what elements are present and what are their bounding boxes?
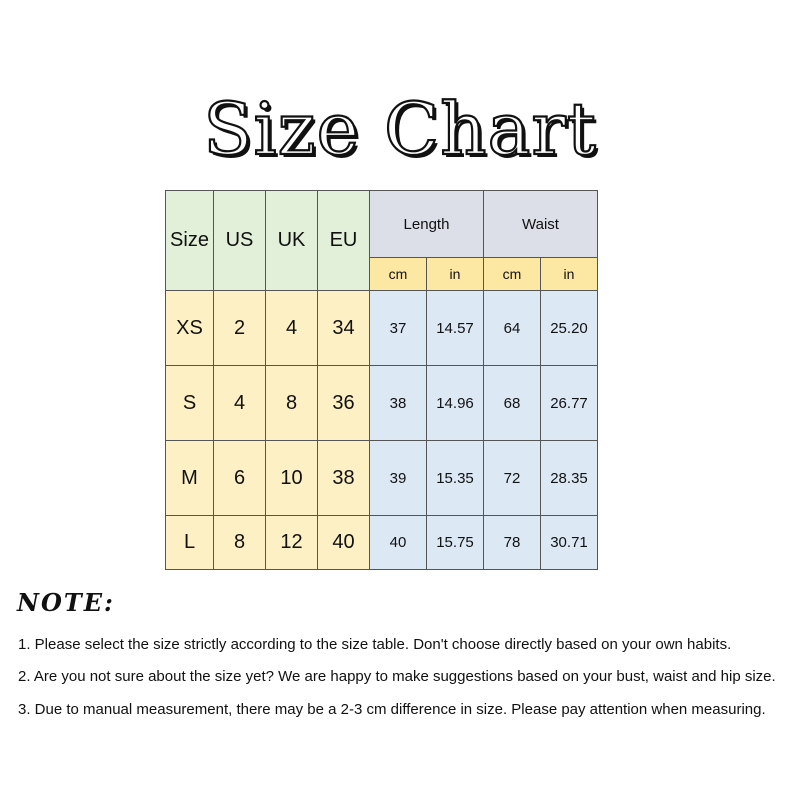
- table-row: [166, 366, 598, 441]
- cell-length-cm: 37: [370, 291, 427, 366]
- cell-eu: 40: [318, 516, 370, 570]
- page-title: Size Chart: [203, 87, 597, 171]
- cell-waist-cm: 68: [484, 366, 541, 441]
- cell-waist-cm: 64: [484, 291, 541, 366]
- note-line-2: 2. Are you not sure about the size yet? We are happy to make suggestions based on your bust, waist and hip size.: [18, 668, 776, 685]
- cell-uk: 4: [266, 291, 318, 366]
- cell-size: S: [166, 366, 214, 441]
- cell-uk: 8: [266, 366, 318, 441]
- cell-length-in: 14.96: [427, 366, 484, 441]
- cell-length-in: 15.35: [427, 441, 484, 516]
- header-length: Length: [370, 191, 484, 258]
- header-waist-cm: cm: [484, 258, 541, 291]
- size-table: [165, 190, 598, 570]
- cell-length-in: 14.57: [427, 291, 484, 366]
- header-uk: UK: [266, 191, 318, 291]
- note-line-3: 3. Due to manual measurement, there may be a 2-3 cm difference in size. Please pay attention when measuring.: [18, 701, 766, 718]
- header-waist-in: in: [541, 258, 598, 291]
- header-length-cm: cm: [370, 258, 427, 291]
- cell-length-cm: 40: [370, 516, 427, 570]
- table-row: [166, 291, 598, 366]
- cell-size: M: [166, 441, 214, 516]
- cell-eu: 36: [318, 366, 370, 441]
- cell-uk: 12: [266, 516, 318, 570]
- cell-uk: 10: [266, 441, 318, 516]
- cell-us: 6: [214, 441, 266, 516]
- header-length-in: in: [427, 258, 484, 291]
- cell-length-in: 15.75: [427, 516, 484, 570]
- cell-us: 4: [214, 366, 266, 441]
- cell-waist-in: 25.20: [541, 291, 598, 366]
- cell-length-cm: 39: [370, 441, 427, 516]
- header-us: US: [214, 191, 266, 291]
- cell-waist-in: 26.77: [541, 366, 598, 441]
- cell-waist-cm: 72: [484, 441, 541, 516]
- cell-size: XS: [166, 291, 214, 366]
- note-title: NOTE:: [17, 588, 115, 617]
- header-size: Size: [166, 191, 214, 291]
- cell-waist-cm: 78: [484, 516, 541, 570]
- cell-eu: 34: [318, 291, 370, 366]
- table-row: [166, 516, 598, 570]
- cell-length-cm: 38: [370, 366, 427, 441]
- cell-us: 8: [214, 516, 266, 570]
- cell-waist-in: 28.35: [541, 441, 598, 516]
- cell-us: 2: [214, 291, 266, 366]
- note-line-1: 1. Please select the size strictly according to the size table. Don't choose directly based on your own habits.: [18, 636, 732, 653]
- cell-size: L: [166, 516, 214, 570]
- cell-eu: 38: [318, 441, 370, 516]
- header-waist: Waist: [484, 191, 598, 258]
- table-row: [166, 441, 598, 516]
- cell-waist-in: 30.71: [541, 516, 598, 570]
- header-eu: EU: [318, 191, 370, 291]
